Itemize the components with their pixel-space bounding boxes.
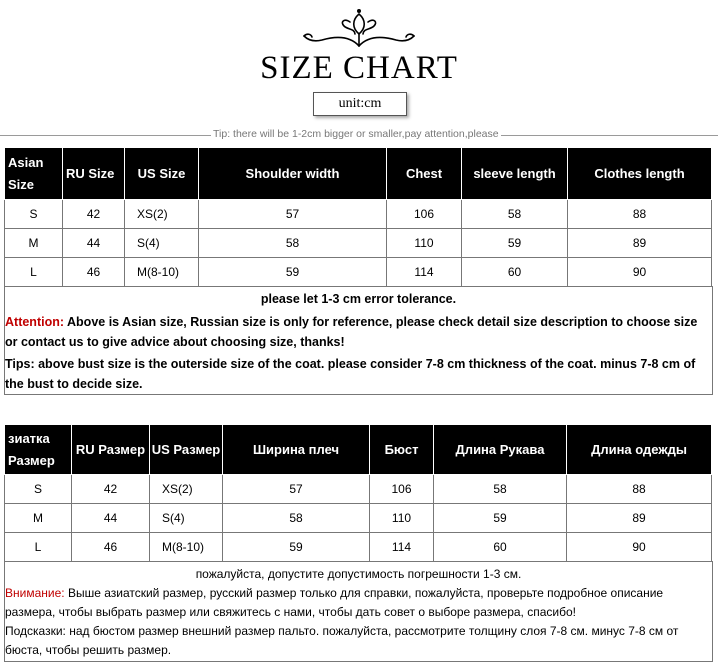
cell: 114 xyxy=(370,533,434,562)
header-us-size: US Size xyxy=(125,148,199,200)
cell: 59 xyxy=(223,533,370,562)
table-header-row xyxy=(5,425,712,475)
header-shoulder-width: Shoulder width xyxy=(199,148,387,200)
header-clothes-length: Clothes length xyxy=(568,148,712,200)
tip-line xyxy=(0,129,718,141)
tips-note: Подсказки: над бюстом размер внешний размер пальто. пожалуйста, рассмотрите толщину слоя 7-8 см. минус 7-8 см от бюста, чтобы решить размер. xyxy=(5,624,679,657)
size-table-ru xyxy=(4,424,712,562)
cell: L xyxy=(5,258,63,287)
cell: 58 xyxy=(199,229,387,258)
flourish-ornament-icon xyxy=(300,6,418,50)
cell: 58 xyxy=(462,200,568,229)
attention-label: Внимание: xyxy=(5,586,65,600)
unit-label: unit:cm xyxy=(313,92,407,116)
notes-ru xyxy=(4,561,713,662)
table-row xyxy=(5,258,712,287)
header-us-size: US Размер xyxy=(150,425,223,475)
cell: M(8-10) xyxy=(125,258,199,287)
table-row xyxy=(5,475,712,504)
size-table-en xyxy=(4,147,712,287)
cell: 59 xyxy=(462,229,568,258)
header-ru-size: RU Size xyxy=(63,148,125,200)
cell: 88 xyxy=(568,200,712,229)
cell: S xyxy=(5,475,72,504)
attention-note xyxy=(5,584,712,622)
cell: S(4) xyxy=(150,504,223,533)
cell: 59 xyxy=(199,258,387,287)
cell: 90 xyxy=(568,258,712,287)
cell: 60 xyxy=(434,533,567,562)
header-sleeve-length: sleeve length xyxy=(462,148,568,200)
cell: 46 xyxy=(72,533,150,562)
cell: 58 xyxy=(434,475,567,504)
cell: M(8-10) xyxy=(150,533,223,562)
header-chest: Chest xyxy=(387,148,462,200)
header-shoulder-width: Ширина плеч xyxy=(223,425,370,475)
header-sleeve-length: Длина Рукава xyxy=(434,425,567,475)
table-row xyxy=(5,229,712,258)
table-header-row xyxy=(5,148,712,200)
tip-text: Tip: there will be 1-2cm bigger or smaller,pay attention,please xyxy=(213,128,499,140)
cell: 44 xyxy=(63,229,125,258)
cell: XS(2) xyxy=(125,200,199,229)
cell: 89 xyxy=(568,229,712,258)
attention-text: Above is Asian size, Russian size is only for reference, please check detail size description to choose size or contact us to give advice about choosing size, thanks! xyxy=(5,315,698,349)
tolerance-note: пожалуйста, допустите допустимость погрешности 1-3 см. xyxy=(195,567,522,581)
cell: 89 xyxy=(567,504,712,533)
cell: 106 xyxy=(370,475,434,504)
cell: M xyxy=(5,504,72,533)
cell: XS(2) xyxy=(150,475,223,504)
cell: 114 xyxy=(387,258,462,287)
cell: 110 xyxy=(387,229,462,258)
cell: 110 xyxy=(370,504,434,533)
attention-text: Выше азиатский размер, русский размер только для справки, пожалуйста, проверьте подробное описание размера, чтобы выбрать размер или свяжитесь с нами, чтобы дать совет о выборе размера, спасибо! xyxy=(5,586,664,619)
cell: 88 xyxy=(567,475,712,504)
attention-note xyxy=(5,312,712,352)
cell: M xyxy=(5,229,63,258)
tolerance-note: please let 1-3 cm error tolerance. xyxy=(260,292,457,306)
cell: 57 xyxy=(199,200,387,229)
cell: 42 xyxy=(72,475,150,504)
cell: 60 xyxy=(462,258,568,287)
table-row xyxy=(5,200,712,229)
cell: 90 xyxy=(567,533,712,562)
header-asian-size: зиатка Размер xyxy=(5,425,72,475)
table-row xyxy=(5,504,712,533)
notes-en xyxy=(4,286,713,395)
cell: S(4) xyxy=(125,229,199,258)
cell: 58 xyxy=(223,504,370,533)
cell: S xyxy=(5,200,63,229)
cell: 57 xyxy=(223,475,370,504)
header-ru-size: RU Размер xyxy=(72,425,150,475)
cell: 106 xyxy=(387,200,462,229)
cell: 44 xyxy=(72,504,150,533)
table-row xyxy=(5,533,712,562)
header-asian-size: Asian Size xyxy=(5,148,63,200)
header-chest: Бюст xyxy=(370,425,434,475)
attention-label: Attention: xyxy=(5,315,65,329)
cell: 59 xyxy=(434,504,567,533)
cell: 42 xyxy=(63,200,125,229)
page-title: SIZE CHART xyxy=(260,50,458,86)
cell: 46 xyxy=(63,258,125,287)
header-clothes-length: Длина одежды xyxy=(567,425,712,475)
tips-note: Tips: above bust size is the outerside size of the coat. please consider 7-8 cm thickness of the coat. minus 7-8 cm of the bust to decide size. xyxy=(5,357,696,391)
cell: L xyxy=(5,533,72,562)
